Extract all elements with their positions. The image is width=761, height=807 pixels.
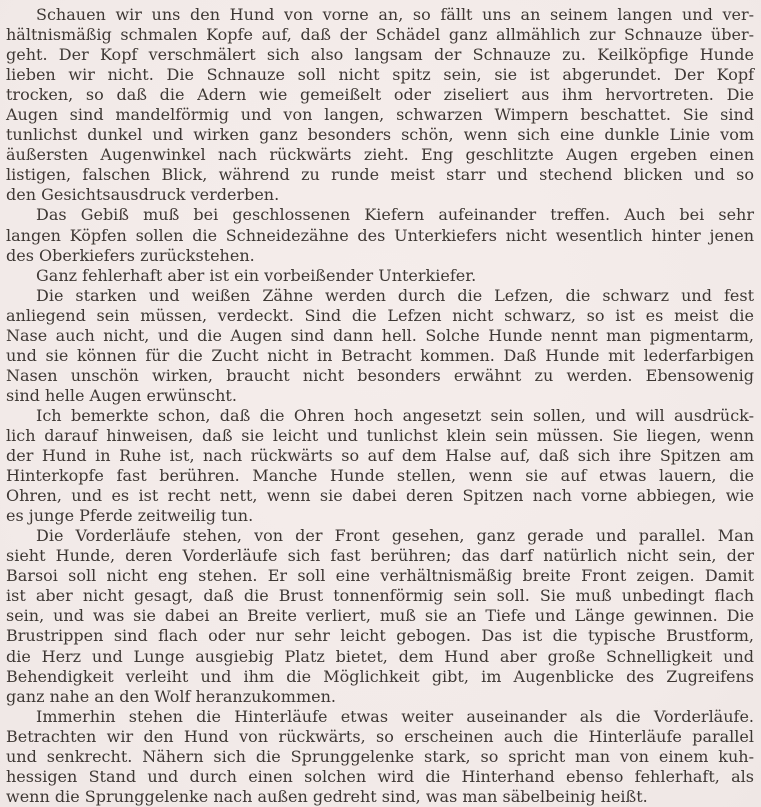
text-line: Brustrippen sind flach oder nur sehr leicht gebogen. Das ist die typische Brustform, — [6, 626, 754, 646]
text-line: der Hund in Ruhe ist, nach rückwärts so auf dem Halse auf, daß sich ihre Spitzen am — [6, 446, 754, 466]
text-line: Nasen unschön wirken, braucht nicht besonders erwähnt zu werden. Ebensowenig — [6, 365, 754, 385]
text-line: und sie können für die Zucht nicht in Betracht kommen. Daß Hunde mit lederfarbigen — [6, 345, 754, 365]
text-line: hältnismäßig schmalen Kopfe auf, daß der Schädel ganz allmählich zur Schnauze über- — [6, 25, 754, 45]
text-line: sein, und was sie dabei an Breite verliert, muß sie an Tiefe und Länge gewinnen. Die — [6, 606, 754, 626]
text-line: Ganz fehlerhaft aber ist ein vorbeißender Unterkiefer. — [36, 265, 477, 285]
text-line: langen Köpfen sollen die Schneidezähne des Unterkiefers nicht wesentlich hinter jenen — [6, 225, 754, 245]
text-line: Barsoi soll nicht eng stehen. Er soll eine verhältnismäßig breite Front zeigen. Damit — [6, 566, 754, 586]
text-line: lich darauf hinweisen, daß sie leicht und tunlichst klein sein müssen. Sie liegen, wenn — [6, 425, 754, 445]
text-line: Behendigkeit verleiht und ihm die Möglichkeit gibt, im Augenblicke des Zugreifens — [6, 666, 754, 686]
text-line: den Gesichtsausdruck verderben. — [6, 185, 280, 205]
text-line: Schauen wir uns den Hund von vorne an, so fällt uns an seinem langen und ver- — [36, 5, 754, 24]
text-line: tunlichst dunkel und wirken ganz besonders schön, wenn sich eine dunkle Linie vom — [6, 125, 754, 145]
text-line: anliegend sein müssen, verdeckt. Sind die Lefzen nicht schwarz, so ist es meist die — [6, 305, 754, 325]
text-line: Ich bemerkte schon, daß die Ohren hoch angesetzt sein sollen, und will ausdrück- — [36, 405, 754, 425]
text-line: sieht Hunde, deren Vorderläufe sich fast berühren; das darf natürlich nicht sein, der — [6, 546, 754, 566]
text-line: Die starken und weißen Zähne werden durch die Lefzen, die schwarz und fest — [36, 285, 754, 305]
paragraph — [6, 707, 754, 807]
text-line: ganz nahe an den Wolf heranzukommen. — [6, 686, 336, 706]
text-line: äußersten Augenwinkel nach rückwärts zieht. Eng geschlitzte Augen ergeben einen — [6, 145, 754, 165]
text-line: ist aber nicht gesagt, daß die Brust tonnenförmig sein soll. Sie muß unbedingt flach — [6, 586, 754, 606]
paragraph — [6, 286, 754, 406]
text-line: hessigen Stand und durch einen solchen wird die Hinterhand ebenso fehlerhaft, als — [6, 766, 754, 786]
text-line: Betrachten wir den Hund von rückwärts, so erscheinen auch die Hinterläufe parallel — [6, 726, 754, 746]
paragraph — [6, 406, 754, 526]
text-line: sind helle Augen erwünscht. — [6, 385, 237, 405]
text-line: Immerhin stehen die Hinterläufe etwas weiter auseinander als die Vorderläufe. — [36, 706, 754, 726]
text-line: geht. Der Kopf verschmälert sich also langsam der Schnauze zu. Keilköpfige Hunde — [6, 45, 754, 65]
text-line: des Oberkiefers zurückstehen. — [6, 245, 255, 265]
paragraph — [6, 5, 754, 205]
text-line: lieben wir nicht. Die Schnauze soll nicht spitz sein, sie ist abgerundet. Der Kopf — [6, 65, 754, 85]
text-line: Nase auch nicht, und die Augen sind dann hell. Solche Hunde nennt man pigmentarm, — [6, 325, 754, 345]
text-line: trocken, so daß die Adern wie gemeißelt oder ziseliert aus ihm hervortreten. Die — [6, 85, 754, 105]
paragraph — [6, 205, 754, 265]
paragraph — [6, 526, 754, 706]
text-line: Augen sind mandelförmig und von langen, schwarzen Wimpern beschattet. Sie sind — [6, 105, 754, 125]
text-line: Das Gebiß muß bei geschlossenen Kiefern aufeinander treffen. Auch bei sehr — [36, 205, 754, 225]
page-text — [6, 5, 754, 807]
text-line: und senkrecht. Nähern sich die Sprunggelenke stark, so spricht man von einem kuh- — [6, 746, 754, 766]
text-line: es junge Pferde zeitweilig tun. — [6, 506, 254, 526]
text-line: die Herz und Lunge ausgiebig Platz bietet, dem Hund aber große Schnelligkeit und — [6, 646, 754, 666]
text-line: Ohren, und es ist recht nett, wenn sie dabei deren Spitzen nach vorne abbiegen, wie — [6, 486, 754, 506]
text-line: Hinterkopfe fast berühren. Manche Hunde stellen, wenn sie auf etwas lauern, die — [6, 466, 754, 486]
text-line: Die Vorderläufe stehen, von der Front gesehen, ganz gerade und parallel. Man — [36, 526, 754, 546]
paragraph — [6, 266, 754, 286]
text-line: listigen, falschen Blick, während zu runde meist starr und stechend blicken und so — [6, 165, 754, 185]
text-line: wenn die Sprunggelenke nach außen gedreht sind, was man säbelbeinig heißt. — [6, 786, 648, 806]
